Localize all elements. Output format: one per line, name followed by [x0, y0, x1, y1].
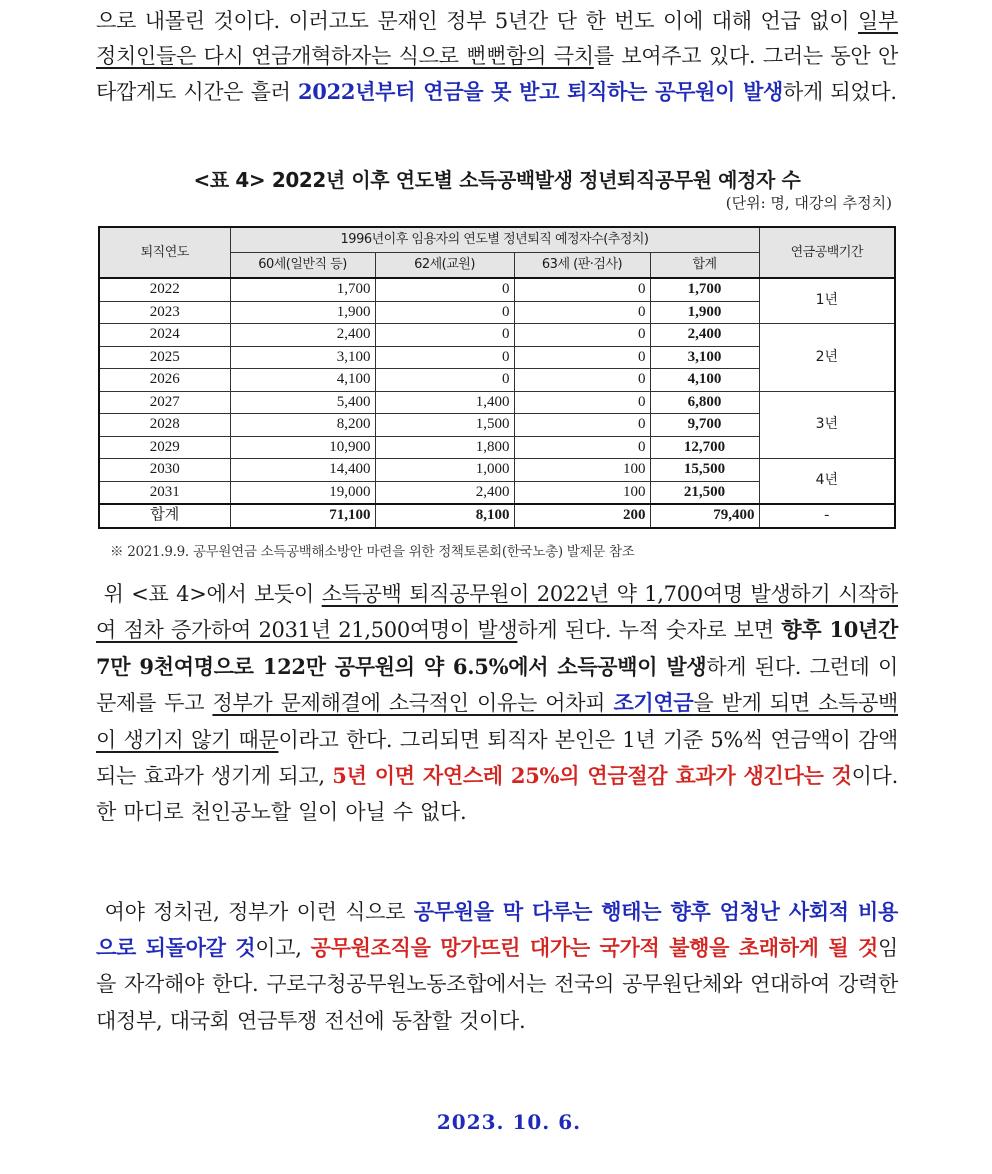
table-row: 2022 1,700 0 0 1,700 1년 [99, 278, 895, 301]
header-group: 1996년이후 임용자의 연도별 정년퇴직 예정자수(추정치) [230, 227, 759, 253]
highlight-blue: 공무원을 막 다루는 행태는 향후 엄청난 사회적 비용으로 되돌아갈 것 [96, 899, 898, 961]
paragraph-intro: 으로 내몰린 것이다. 이러고도 문재인 정부 5년간 단 한 번도 이에 대해 언급 없이 일부 정치인들은 다시 연금개혁하자는 식으로 뻔뻔함의 극치를 보여주고 있다. 그러는 동안 안타깝게도 시간은 흘러 2022년부터 연금을 못 받고 퇴직하는 공무원이 발생하게 되었다. [96, 9, 898, 104]
table-title: <표 4> 2022년 이후 연도별 소득공백발생 정년퇴직공무원 예정자 수 [193, 168, 801, 192]
underlined-phrase: 소득공백 퇴직공무원이 2022년 약 1,700여명 발생하기 시작하여 점차 증가하여 2031년 21,500여명이 발생 [96, 582, 898, 643]
header-63: 63세 (판·검사) [514, 253, 650, 279]
table-row: 2026 4,100 0 0 4,100 [99, 369, 895, 392]
highlight-red: 5년 이면 자연스레 25%의 연금절감 효과가 생긴다는 것 [332, 763, 852, 789]
table-row: 2028 8,200 1,500 0 9,700 [99, 414, 895, 437]
bold-phrase: 향후 10년간 7만 9천여명으로 122만 공무원의 약 6.5%에서 소득공백이 발생 [96, 617, 898, 679]
period-cell: 1년 [759, 278, 895, 324]
period-cell: 3년 [759, 391, 895, 459]
table-row: 2024 2,400 0 0 2,400 2년 [99, 324, 895, 347]
period-cell: 4년 [759, 459, 895, 505]
header-60: 60세(일반직 등) [230, 253, 375, 279]
table-row: 2031 19,000 2,400 100 21,500 [99, 481, 895, 504]
highlight-early-pension: 조기연금 [613, 690, 694, 716]
table-source-note: ※ 2021.9.9. 공무원연금 소득공백해소방안 마련을 위한 정책토론회(한국노총) 발제문 참조 [110, 544, 635, 560]
retirement-table [98, 226, 896, 529]
header-total: 합계 [650, 253, 759, 279]
document-date: 2023. 10. 6. [436, 1110, 582, 1134]
table-row: 2023 1,900 0 0 1,900 [99, 301, 895, 324]
table-row: 2030 14,400 1,000 100 15,500 4년 [99, 459, 895, 482]
paragraph-analysis: 위 <표 4>에서 보듯이 소득공백 퇴직공무원이 2022년 약 1,700여명 발생하기 시작하여 점차 증가하여 2031년 21,500여명이 발생하게 된다. 누적 숫자로 보면 향후 10년간 7만 9천여명으로 122만 공무원의 약 6.5%에서 소득공백이 발생하게 된다. 그런데 이 문제를 두고 정부가 문제해결에 소극적인 이유는 어차피 조기연금을 받게 되면 소득공백이 생기지 않기 때문이라고 한다. 그리되면 퇴직자 본인은 1년 기준 5%씩 연금액이 감액되는 효과가 생기게 되고, 5년 이면 자연스레 25%의 연금절감 효과가 생긴다는 것이다. 한 마디로 천인공노할 일이 아닐 수 없다. [96, 582, 899, 825]
table-row: 2029 10,900 1,800 0 12,700 [99, 436, 895, 459]
underlined-phrase: 일부 정치인들은 다시 연금개혁하자는 식으로 뻔뻔함의 극치 [96, 9, 898, 68]
table-row: 2025 3,100 0 0 3,100 [99, 346, 895, 369]
paragraph-conclusion: 여야 정치권, 정부가 이런 식으로 공무원을 막 다루는 행태는 향후 엄청난 사회적 비용으로 되돌아갈 것이고, 공무원조직을 망가뜨린 대가는 국가적 불행을 초래하게 될 것임을 자각해야 한다. 구로구청공무원노동조합에서는 전국의 공무원단체와 연대하여 강력한 대정부, 대국회 연금투쟁 전선에 동참할 것이다. [96, 899, 898, 1033]
table-total-row: 합계 71,100 8,100 200 79,400 - [99, 504, 895, 528]
highlight-blue: 2022년부터 연금을 못 받고 퇴직하는 공무원이 발생 [298, 79, 784, 104]
underlined-phrase: 정부가 문제해결에 소극적인 이유는 어차피 [212, 691, 614, 716]
period-cell: 2년 [759, 324, 895, 392]
table-row: 2027 5,400 1,400 0 6,800 3년 [99, 391, 895, 414]
header-period: 연금공백기간 [759, 227, 895, 278]
header-62: 62세(교원) [375, 253, 514, 279]
highlight-red: 공무원조직을 망가뜨린 대가는 국가적 불행을 초래하게 될 것 [310, 935, 878, 961]
table-unit: (단위: 명, 대강의 추정치) [725, 194, 892, 212]
underlined-phrase: 을 받게 되면 소득공백이 생기지 않기 때문 [96, 691, 899, 752]
header-year: 퇴직연도 [99, 227, 230, 278]
